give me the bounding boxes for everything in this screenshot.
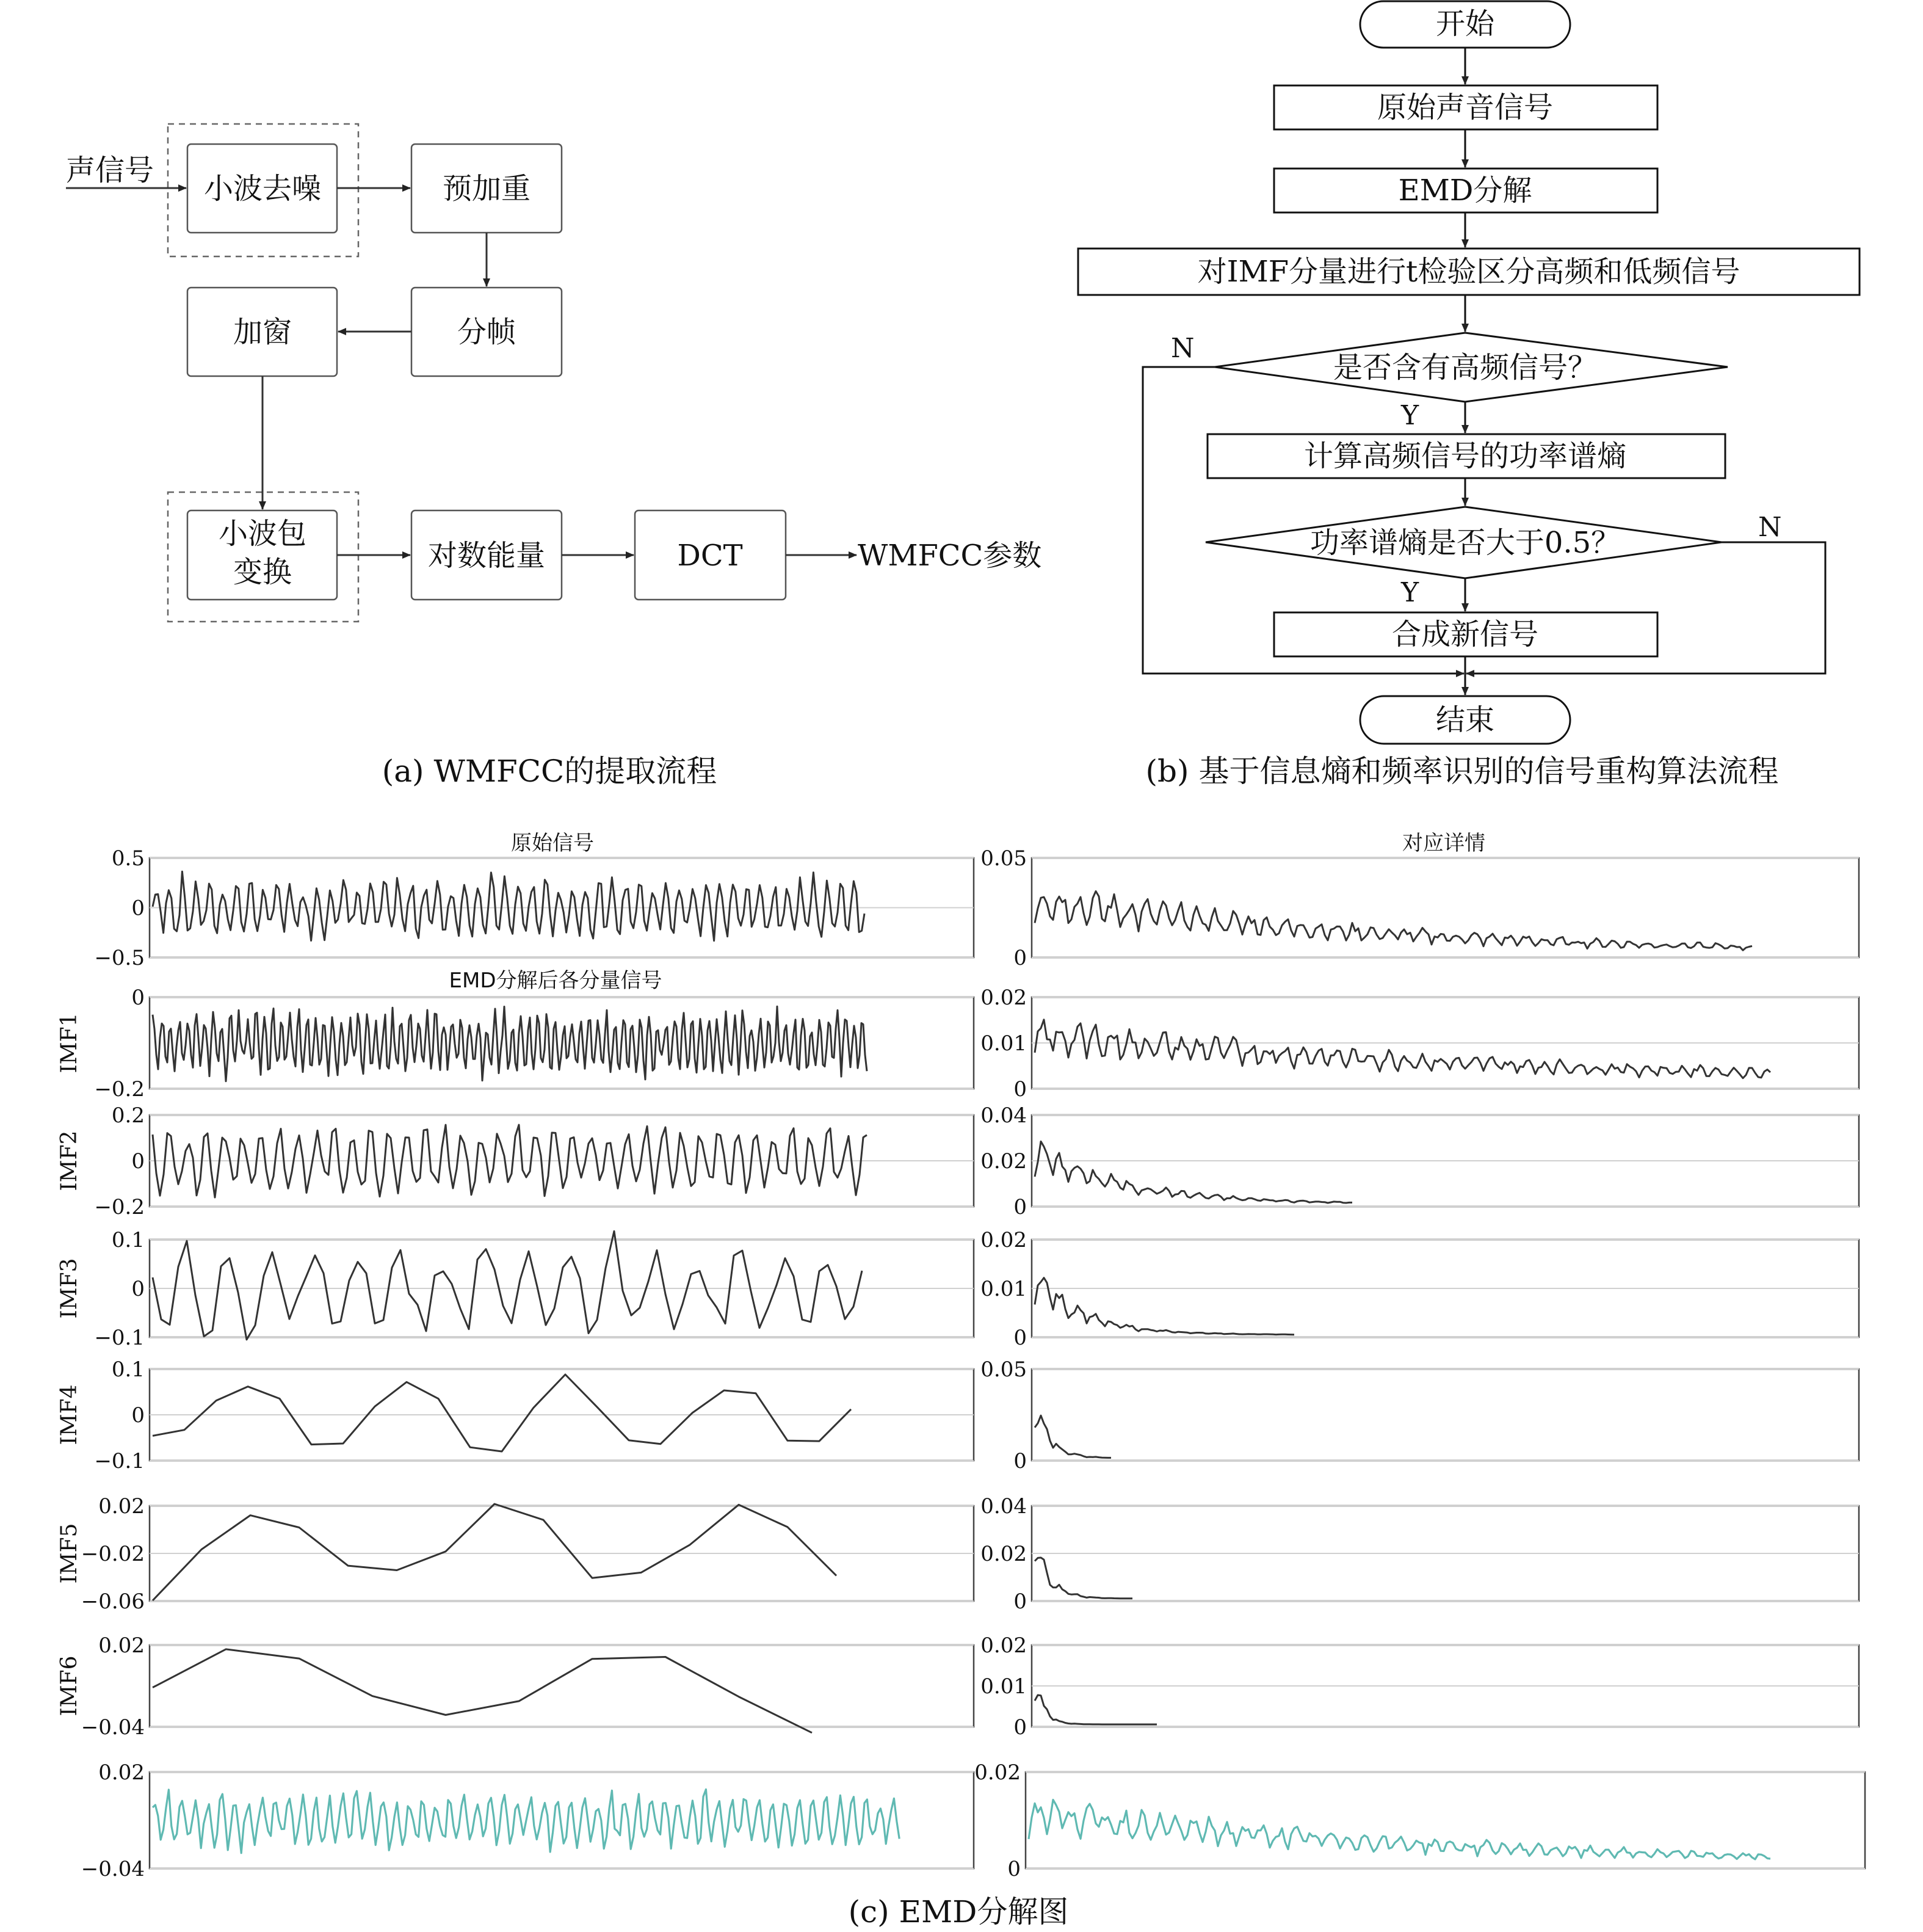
right-tick-label: 0.01 (980, 1674, 1027, 1699)
decision-entropy-label: 功率谱熵是否大于0.5？ (1309, 526, 1621, 560)
panel-c-emd-plots (57, 831, 1865, 1930)
right-tick-label: 0 (1013, 1715, 1027, 1740)
left-tick-label: 0 (131, 1149, 145, 1174)
right-tick-label: 0.01 (980, 1277, 1027, 1301)
no-label-2: N (1758, 512, 1782, 543)
end-label: 结束 (1435, 703, 1495, 737)
right-plot-frame-5 (1032, 1369, 1859, 1461)
left-tick-label: −0.04 (81, 1715, 145, 1740)
emd-components-title: EMD分解后各分量信号 (449, 968, 662, 993)
emd-label: EMD分解 (1398, 173, 1532, 208)
caption-a: (a) WMFCC的提取流程 (382, 754, 717, 789)
wavelet-packet-label-1: 小波包 (218, 517, 307, 551)
imf-axis-label: IMF5 (57, 1523, 82, 1584)
left-tick-label: −0.1 (94, 1449, 145, 1473)
left-plot-frame-7 (150, 1645, 974, 1727)
panel-b-reconstruction-flow (1078, 1, 1860, 789)
left-tick-label: 0 (131, 986, 145, 1010)
right-tick-label: 0 (1013, 946, 1027, 970)
left-tick-label: 0.02 (98, 1760, 145, 1785)
right-tick-label: 0.02 (980, 1149, 1027, 1174)
decision-highfreq-label: 是否含有高频信号？ (1333, 350, 1598, 385)
right-tick-label: 0.02 (980, 1228, 1027, 1252)
start-label: 开始 (1435, 7, 1495, 41)
right-tick-label: 0.01 (980, 1031, 1027, 1056)
dct-label: DCT (677, 539, 743, 573)
ttest-label: 对IMF分量进行t检验区分高频和低频信号 (1197, 255, 1740, 289)
right-tick-label: 0.02 (980, 1633, 1027, 1658)
no-label-1: N (1171, 333, 1195, 364)
right-tick-label: 0.02 (980, 986, 1027, 1010)
left-tick-label: 0.1 (111, 1357, 145, 1382)
imf-axis-label: IMF1 (57, 1012, 82, 1073)
wavelet-denoise-label: 小波去噪 (203, 172, 322, 206)
right-tick-label: 0.05 (980, 1357, 1027, 1382)
yes-label-2: Y (1401, 577, 1419, 608)
left-tick-label: −0.2 (94, 1195, 145, 1219)
imf-axis-label: IMF4 (57, 1384, 82, 1445)
right-tick-label: 0.04 (980, 1494, 1027, 1519)
left-tick-label: −0.02 (81, 1542, 145, 1566)
panel-a-wmfcc-flow (66, 124, 1041, 789)
right-column-title: 对应详情 (1402, 831, 1485, 855)
imf-axis-label: IMF6 (57, 1655, 82, 1716)
pre-emphasis-label: 预加重 (442, 172, 531, 206)
yes-label-1: Y (1401, 400, 1419, 431)
right-tick-label: 0 (1007, 1857, 1021, 1881)
input-label: 声信号 (66, 153, 154, 187)
caption-c: (c) EMD分解图 (848, 1894, 1069, 1930)
imf-axis-label: IMF3 (57, 1258, 82, 1319)
left-tick-label: 0.1 (111, 1228, 145, 1252)
left-tick-label: 0.2 (111, 1103, 145, 1128)
left-tick-label: 0 (131, 1277, 145, 1301)
wavelet-packet-label-2: 变换 (233, 555, 292, 589)
framing-label: 分帧 (457, 315, 516, 349)
left-tick-label: 0.5 (111, 846, 145, 871)
right-tick-label: 0.05 (980, 846, 1027, 871)
right-tick-label: 0 (1013, 1195, 1027, 1219)
left-column-title: 原始信号 (511, 831, 594, 855)
right-tick-label: 0.04 (980, 1103, 1027, 1128)
synthesize-label: 合成新信号 (1391, 617, 1539, 652)
left-tick-label: 0 (131, 896, 145, 921)
log-energy-label: 对数能量 (427, 539, 546, 573)
left-tick-label: 0 (131, 1403, 145, 1428)
caption-b: (b) 基于信息熵和频率识别的信号重构算法流程 (1145, 754, 1779, 789)
left-tick-label: −0.04 (81, 1857, 145, 1881)
left-tick-label: −0.1 (94, 1326, 145, 1350)
right-tick-label: 0 (1013, 1326, 1027, 1350)
right-tick-label: 0.02 (980, 1542, 1027, 1566)
windowing-label: 加窗 (233, 315, 292, 349)
raw-signal-label: 原始声音信号 (1377, 90, 1554, 125)
imf-axis-label: IMF2 (57, 1130, 82, 1191)
left-tick-label: −0.06 (81, 1589, 145, 1614)
right-tick-label: 0 (1013, 1077, 1027, 1102)
output-label: WMFCC参数 (858, 539, 1042, 573)
right-tick-label: 0.02 (974, 1760, 1021, 1785)
left-plot-frame-8 (150, 1772, 974, 1868)
left-tick-label: 0.02 (98, 1633, 145, 1658)
left-tick-label: 0.02 (98, 1494, 145, 1519)
spectral-entropy-label: 计算高频信号的功率谱熵 (1303, 439, 1627, 473)
left-tick-label: −0.2 (94, 1077, 145, 1102)
right-plot-frame-8 (1026, 1772, 1865, 1868)
right-tick-label: 0 (1013, 1589, 1027, 1614)
left-tick-label: −0.5 (94, 946, 145, 970)
right-plot-frame-1 (1032, 858, 1859, 957)
right-tick-label: 0 (1013, 1449, 1027, 1473)
